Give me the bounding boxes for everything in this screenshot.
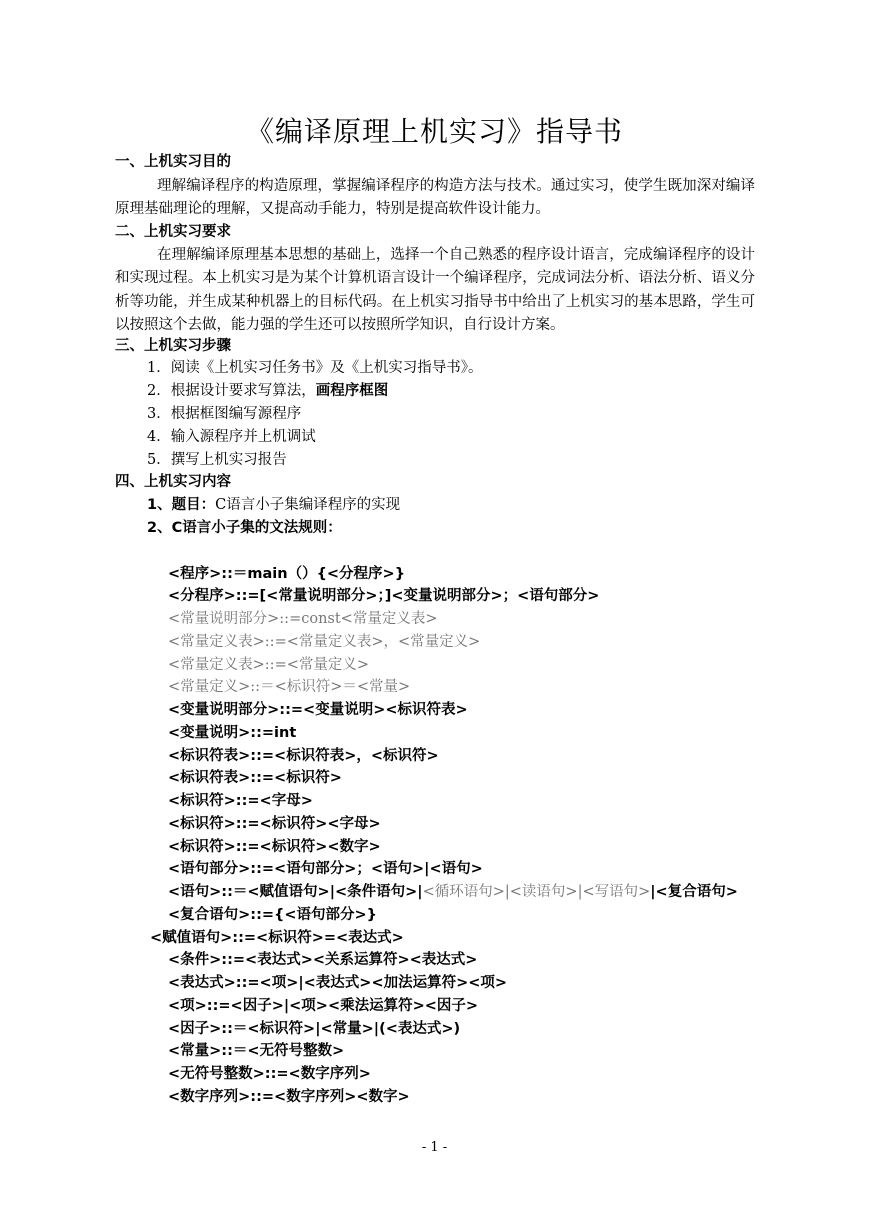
- step-1: 1．阅读《上机实习任务书》及《上机实习指导书》。: [147, 360, 483, 376]
- grammar-rule: <常量定义>::＝<标识符>＝<常量>: [168, 679, 411, 695]
- rule-part: <语句>::＝<赋值语句>|<条件语句>|: [168, 884, 423, 900]
- grammar-rule: <因子>::＝<标识符>|<常量>|(<表达式>): [168, 1021, 461, 1037]
- section-2-heading: 二、上机实习要求: [115, 224, 231, 240]
- step-2-text: 2．根据设计要求写算法，: [147, 383, 316, 399]
- grammar-rule: <标识符>::=<标识符><字母>: [168, 816, 381, 832]
- grammar-rule: <标识符表>::=<标识符>: [168, 770, 342, 786]
- section-3-heading: 三、上机实习步骤: [115, 338, 231, 354]
- grammar-rule: <常量定义表>::=<常量定义>: [168, 657, 370, 673]
- step-2-bold: 画程序框图: [315, 383, 389, 399]
- page-number: - 1 -: [421, 1140, 448, 1155]
- rule-part: |<复合语句>: [650, 884, 738, 900]
- grammar-rule: [168, 882, 738, 902]
- grammar-rule: <程序>::＝main（）{<分程序>}: [168, 566, 406, 582]
- grammar-rule: <数字序列>::=<数字序列><数字>: [168, 1089, 410, 1105]
- grammar-rule: <无符号整数>::=<数字序列>: [168, 1066, 371, 1082]
- section-1-heading: 一、上机实习目的: [115, 154, 231, 170]
- section-4-heading: 四、上机实习内容: [115, 474, 231, 490]
- grammar-rule: <常量说明部分>::=const<常量定义表>: [168, 611, 438, 627]
- grammar-rule: <赋值语句>::=<标识符>=<表达式>: [150, 930, 404, 946]
- grammar-rule: <变量说明部分>::=<变量说明><标识符表>: [168, 702, 468, 718]
- grammar-rule: <语句部分>::=<语句部分>；<语句>|<语句>: [168, 861, 483, 877]
- step-5: 5．撰写上机实习报告: [147, 452, 287, 468]
- grammar-rule: <常量定义表>::=<常量定义表>，<常量定义>: [168, 634, 481, 650]
- section-1-paragraph: 理解编译程序的构造原理，掌握编译程序的构造方法与技术。通过实习，使学生既加深对编译原理基础理论的理解，又提高动手能力，特别是提高软件设计能力。: [115, 178, 755, 218]
- item-1-text: C语言小子集编译程序的实现: [215, 497, 401, 513]
- rule-part: <循环语句>|<读语句>|<写语句>: [422, 884, 651, 900]
- content-item-1: [147, 495, 400, 515]
- step-4: 4．输入源程序并上机调试: [147, 429, 316, 445]
- grammar-rule: <标识符>::=<标识符><数字>: [168, 839, 381, 855]
- section-2-paragraph: 在理解编译原理基本思想的基础上，选择一个自己熟悉的程序设计语言，完成编译程序的设计和实现过程。本上机实习是为某个计算机语言设计一个编译程序，完成词法分析、语法分析、语义分析等功能，并生成某种机器上的目标代码。在上机实习指导书中给出了上机实习的基本思路，学生可以按照这个去做，能力强的学生还可以按照所学知识，自行设计方案。: [115, 247, 755, 333]
- document-title: 《编译原理上机实习》指导书: [245, 115, 623, 148]
- step-2: [147, 381, 388, 401]
- grammar-rule: <项>::=<因子>|<项><乘法运算符><因子>: [168, 998, 479, 1014]
- grammar-rule: <常量>::＝<无符号整数>: [168, 1043, 345, 1059]
- content-item-2: 2、C语言小子集的文法规则：: [147, 520, 342, 536]
- grammar-rule: <标识符>::=<字母>: [168, 793, 313, 809]
- item-1-label: 1、题目：: [147, 497, 216, 513]
- step-3: 3．根据框图编写源程序: [147, 406, 302, 422]
- grammar-rule: <标识符表>::=<标识符表>，<标识符>: [168, 748, 439, 764]
- grammar-rule: <条件>::=<表达式><关系运算符><表达式>: [168, 952, 478, 968]
- grammar-rule: <变量说明>::=int: [168, 725, 297, 741]
- grammar-rule: <表达式>::=<项>|<表达式><加法运算符><项>: [168, 975, 508, 991]
- grammar-rule: <分程序>::=[<常量说明部分>；]<变量说明部分>；<语句部分>: [168, 588, 600, 604]
- grammar-rule: <复合语句>::={<语句部分>}: [168, 907, 377, 923]
